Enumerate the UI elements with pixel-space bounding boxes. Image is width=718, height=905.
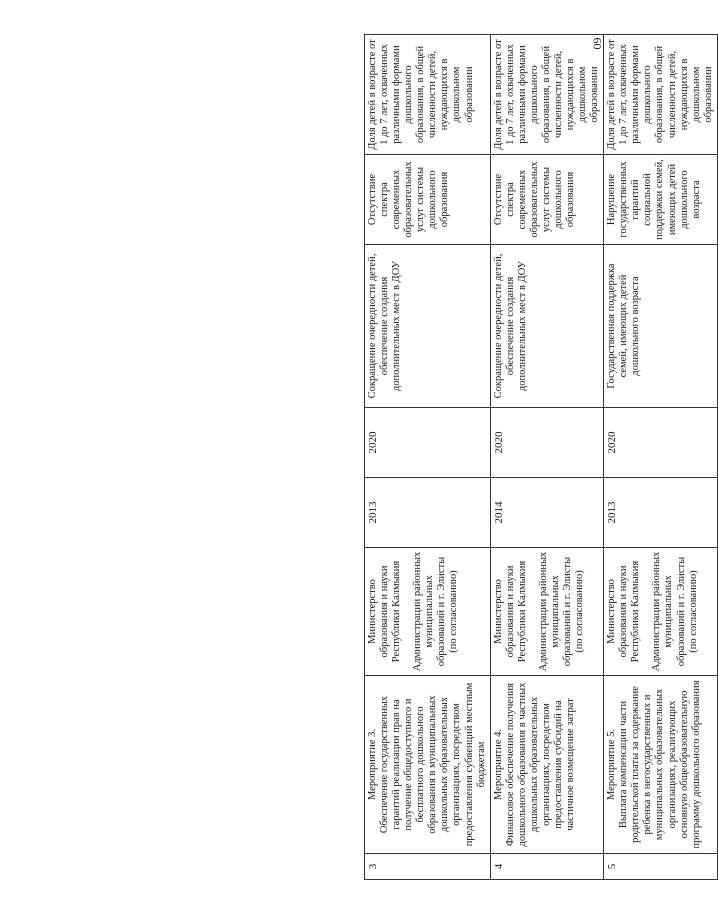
start-year: 2013 — [604, 478, 718, 548]
measure-description: Обеспечение государственных гарантий реализации прав на получение общедоступного и бесплатного дошкольного образования в муниципальных дошкольных образовательных организациях, посредством предоставления субвенций местным бюджетам — [379, 682, 487, 847]
measures-table — [364, 34, 718, 880]
start-year: 2013 — [365, 478, 491, 548]
end-year: 2020 — [490, 408, 604, 478]
non-implementation-consequence: Нарушение государственных гарантий социальной поддержки семей, имеющих детей дошкольного возраста — [604, 155, 718, 245]
measure-title: Мероприятие 5. — [606, 728, 618, 801]
executor-administrations: Администрации районных муниципальных образований и г. Элисты (по согласованию) — [651, 551, 699, 672]
expected-result: Сокращение очередности детей, обеспечение создания дополнительных мест в ДОУ — [365, 245, 491, 408]
measure-description: Выплата компенсации части родительской платы за содержание ребенка в негосударственных и муниципальных образовательных организациях, реализующих основную общеобразовательную программу дошкольного образования — [618, 680, 702, 849]
non-implementation-consequence: Отсутствие спектра современных образовательных услуг системы дошкольного образования — [490, 155, 604, 245]
table-row — [365, 35, 491, 880]
executor-administrations: Администрации районных муниципальных образований и г. Элисты (по согласованию) — [537, 551, 585, 672]
table-row — [604, 35, 718, 880]
measure-description: Финансовое обеспечение получения дошкольного образования в частных дошкольных образовательных организациях, посредством предоставления субсидий на частичное возмещение затрат — [504, 682, 576, 847]
end-year: 2020 — [604, 408, 718, 478]
row-number: 4 — [490, 854, 604, 880]
indicator: Доля детей в возрасте от 1 до 7 лет, охваченных различными формами дошкольного образования, в общей численности детей, нуждающихся в дошкольном образовании — [365, 35, 491, 155]
measure-title: Мероприятие 3. — [367, 728, 378, 801]
measure-name — [490, 676, 604, 854]
measure-title: Мероприятие 4. — [492, 728, 504, 801]
executor-cell — [365, 548, 491, 676]
executor-administrations: Администрации районных муниципальных образований и г. Элисты (по согласованию) — [412, 551, 460, 672]
expected-result: Государственная поддержка семей, имеющих детей дошкольного возраста — [604, 245, 718, 408]
row-number: 3 — [365, 854, 491, 880]
expected-result: Сокращение очередности детей, обеспечение создания дополнительных мест в ДОУ — [490, 245, 604, 408]
page-number: 60 — [590, 37, 605, 50]
row-number: 5 — [604, 854, 718, 880]
table-row — [490, 35, 604, 880]
measure-name — [604, 676, 718, 854]
indicator: Доля детей в возрасте от 1 до 7 лет, охваченных различными формами дошкольного образования, в общей численности детей, нуждающихся в дошкольном образовании — [604, 35, 718, 155]
start-year: 2014 — [490, 478, 604, 548]
non-implementation-consequence: Отсутствие спектра современных образовательных услуг системы дошкольного образования — [365, 155, 491, 245]
indicator: Доля детей в возрасте от 1 до 7 лет, охваченных различными формами дошкольного образования, в общей численности детей, нуждающихся в дошкольном образовании — [490, 35, 604, 155]
measure-name — [365, 676, 491, 854]
end-year: 2020 — [365, 408, 491, 478]
rotated-table-container — [364, 35, 714, 880]
executor-ministry: Министерство образования и науки Республики Калмыкия — [492, 560, 528, 663]
executor-cell — [604, 548, 718, 676]
executor-cell — [490, 548, 604, 676]
executor-ministry: Министерство образования и науки Республики Калмыкия — [606, 560, 642, 663]
executor-ministry: Министерство образования и науки Республики Калмыкия — [367, 560, 403, 663]
